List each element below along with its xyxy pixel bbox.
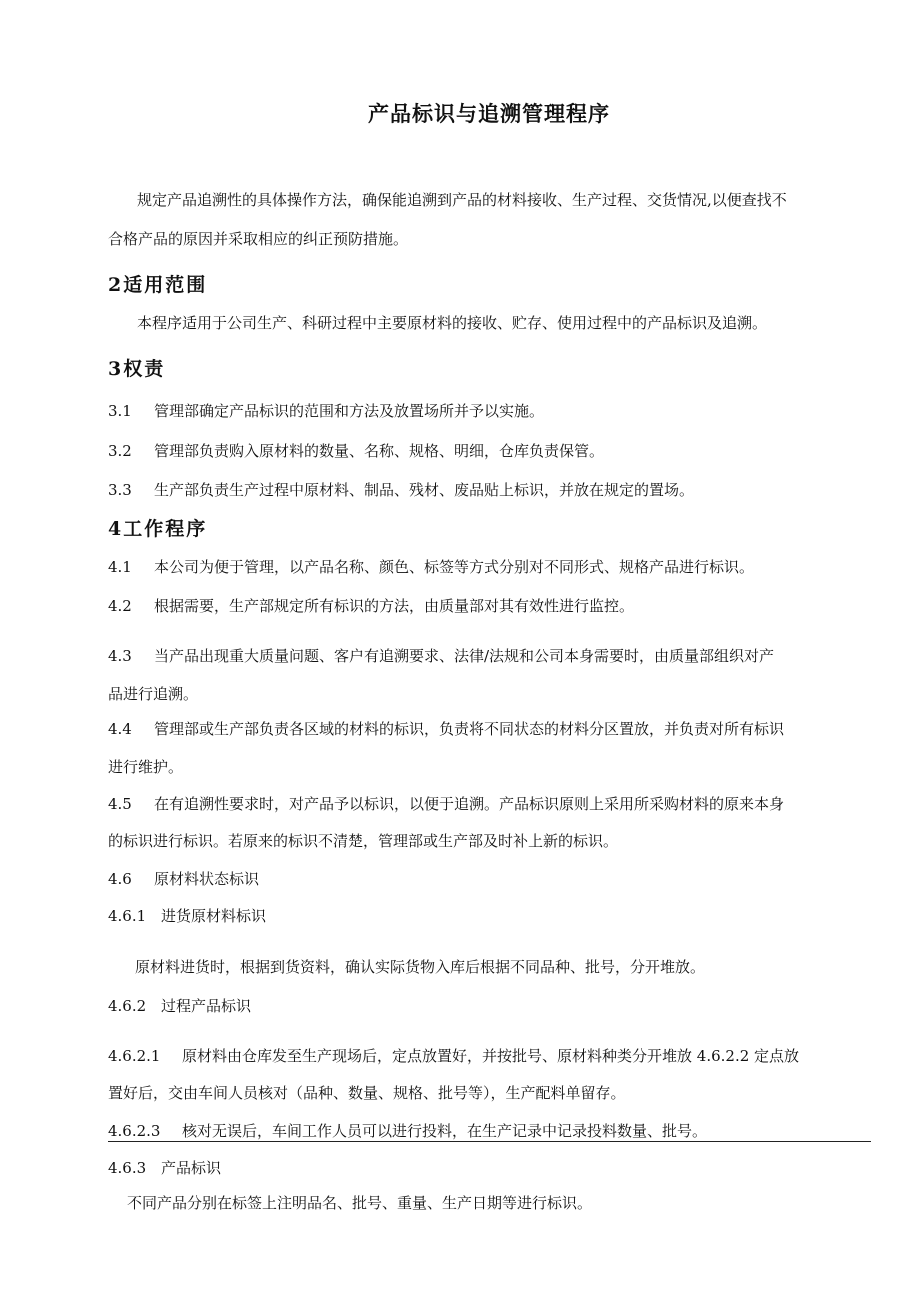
section-2-heading: 2适用范围 <box>108 274 208 296</box>
clause-4-5-line-2: 的标识进行标识。若原来的标识不清楚，管理部或生产部及时补上新的标识。 <box>108 832 619 850</box>
clause-text: 核对无误后，车间工作人员可以进行投料，在生产记录中记录投料数量、批号。 <box>182 1122 708 1140</box>
clause-4-4-line-1 <box>108 719 784 739</box>
clause-4-6 <box>108 869 259 889</box>
clause-number: 4.1 <box>108 558 132 576</box>
clause-text: 根据需要，生产部规定所有标识的方法，由质量部对其有效性进行监控。 <box>154 597 635 615</box>
section-4-heading: 4工作程序 <box>108 518 208 540</box>
clause-text: 本公司为便于管理，以产品名称、颜色、标签等方式分别对不同形式、规格产品进行标识。 <box>154 558 755 576</box>
clause-number: 3.2 <box>108 442 132 460</box>
section-3-heading: 3权责 <box>108 358 166 380</box>
clause-4-6-3 <box>108 1158 221 1178</box>
clause-number: 4.6.2.1 <box>108 1047 161 1065</box>
purpose-line-2: 合格产品的原因并采取相应的纠正预防措施。 <box>108 230 409 248</box>
clause-4-6-3-body: 不同产品分别在标签上注明品名、批号、重量、生产日期等进行标识。 <box>127 1194 593 1212</box>
clause-number: 4.3 <box>108 647 132 665</box>
clause-text: 管理部确定产品标识的范围和方法及放置场所并予以实施。 <box>154 402 545 420</box>
clause-number: 4.5 <box>108 795 132 813</box>
clause-text: 产品标识 <box>161 1159 222 1177</box>
clause-4-6-2-3 <box>108 1121 707 1141</box>
clause-4-6-2-1-line-1 <box>108 1046 799 1066</box>
clause-3-3 <box>108 480 694 500</box>
clause-text: 当产品出现重大质量问题、客户有追溯要求、法律/法规和公司本身需要时，由质量部组织对产 <box>154 647 775 665</box>
clause-4-6-1 <box>108 906 266 926</box>
clause-4-5-line-1 <box>108 794 784 814</box>
clause-4-6-2 <box>108 996 251 1016</box>
clause-text: 原材料由仓库发至生产现场后，定点放置好，并按批号、原材料种类分开堆放 4.6.2.2 定点放 <box>182 1047 800 1065</box>
clause-3-2 <box>108 441 604 461</box>
scope-text: 本程序适用于公司生产、科研过程中主要原材料的接收、贮存、使用过程中的产品标识及追溯。 <box>137 314 768 332</box>
clause-4-4-line-2: 进行维护。 <box>108 758 184 776</box>
clause-number: 4.2 <box>108 597 132 615</box>
clause-text: 在有追溯性要求时，对产品予以标识，以便于追溯。产品标识原则上采用所采购材料的原来本身 <box>154 795 785 813</box>
clause-text: 原材料状态标识 <box>154 870 260 888</box>
clause-text: 进货原材料标识 <box>161 907 267 925</box>
clause-4-2 <box>108 596 634 616</box>
clause-4-3-line-2: 品进行追溯。 <box>108 685 199 703</box>
clause-number: 3.3 <box>108 481 132 499</box>
clause-text: 生产部负责生产过程中原材料、制品、残材、废品贴上标识，并放在规定的置场。 <box>154 481 695 499</box>
clause-text: 管理部负责购入原材料的数量、名称、规格、明细，仓库负责保管。 <box>154 442 605 460</box>
clause-number: 3.1 <box>108 402 132 420</box>
clause-4-3-line-1 <box>108 646 774 666</box>
clause-4-1 <box>108 557 754 577</box>
clause-number: 4.6.2.3 <box>108 1122 161 1140</box>
clause-number: 4.6.3 <box>108 1159 147 1177</box>
divider-line <box>108 1141 871 1142</box>
purpose-line-1: 规定产品追溯性的具体操作方法，确保能追溯到产品的材料接收、生产过程、交货情况,以便查找不 <box>137 191 787 209</box>
clause-number: 4.6.1 <box>108 907 147 925</box>
clause-4-6-1-body: 原材料进货时，根据到货资料，确认实际货物入库后根据不同品种、批号，分开堆放。 <box>135 958 706 976</box>
clause-3-1 <box>108 401 544 421</box>
clause-text: 管理部或生产部负责各区域的材料的标识，负责将不同状态的材料分区置放，并负责对所有标识 <box>154 720 785 738</box>
clause-4-6-2-1-line-2: 置好后，交由车间人员核对（品种、数量、规格、批号等），生产配料单留存。 <box>108 1084 626 1102</box>
clause-number: 4.6 <box>108 870 132 888</box>
clause-number: 4.4 <box>108 720 132 738</box>
clause-text: 过程产品标识 <box>161 997 252 1015</box>
page-title: 产品标识与追溯管理程序 <box>368 101 610 126</box>
clause-number: 4.6.2 <box>108 997 147 1015</box>
